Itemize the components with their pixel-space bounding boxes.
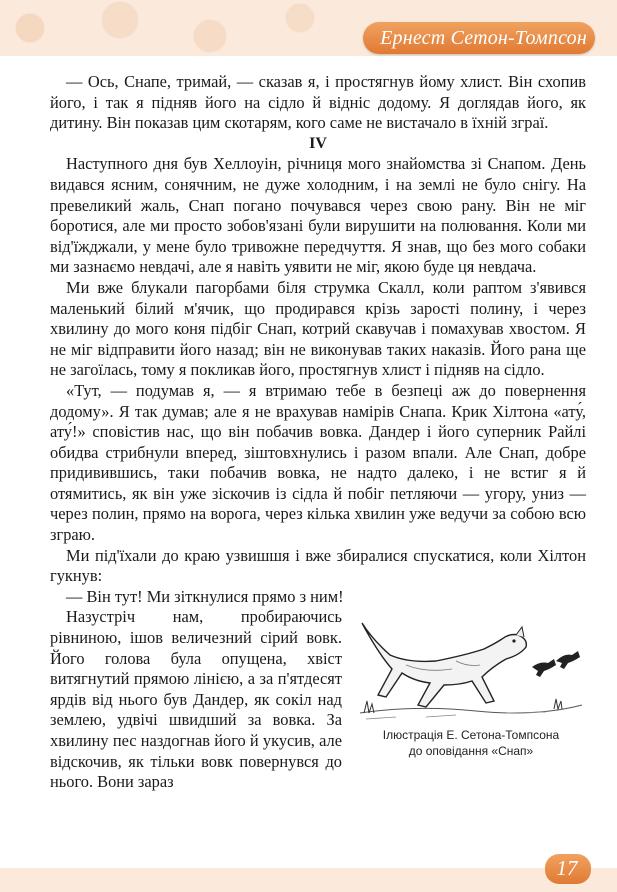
dog-chase-illustration — [356, 609, 586, 727]
caption-line-2: до оповідання «Снап» — [408, 744, 534, 759]
paragraph-1: — Ось, Снапе, тримай, — сказав я, і простягнув йому хлист. Він схопив його, і так я підняв його на сідло й відніс додому. Я доглядав його, як дитину. Він показав цим скотарям, кого саме не вистачало в їхній зграї. — [50, 72, 586, 133]
illustration-figure — [356, 609, 586, 757]
body-text — [50, 72, 586, 793]
bottom-decorative-band — [0, 868, 617, 892]
page-number: 17 — [556, 856, 578, 880]
illustrated-paragraph — [50, 607, 586, 792]
paragraph-4: «Тут, — подумав я, — я втримаю тебе в безпеці аж до повернення додому». Я так думав; але я не врахував намірів Снапа. Крик Хілтона «ату́, ату́!» сповістив нас, що він побачив вовка. Дандер і його суперник Райлі обидва стрибнули вперед, зіштовхнулись і разом впали. Але Снап, добре придивившись, таки побачив вовка, не надто далеко, і не встиг я й отямитись, як він уже зіскочив із сідла й побіг петляючи — угору, униз — через полин, прямо на ворога, через кілька хвилин уже ведучи за собою всю зграю. — [50, 380, 586, 545]
paragraph-5: Ми під'їхали до краю узвишшя і вже збиралися спускатися, коли Хілтон гукнув: — [50, 545, 586, 586]
paragraph-3: Ми вже блукали пагорбами біля струмка Скалл, коли раптом з'явився маленький білий м'ячик, що продирався крізь зарості полину, і через хвилину до мого коня підбіг Снап, котрий скавучав і помахував хвостом. Я не міг відправити його назад; він не виконував таких наказів. Його рана ще не загоїлась, тому я покликав його, простягнув хлист і підняв на сідло. — [50, 277, 586, 380]
figure-caption — [356, 727, 586, 759]
caption-line-1: Ілюстрація Е. Сетона-Томпсона — [382, 728, 560, 743]
running-header-author: Ернест Сетон-Томпсон — [380, 27, 587, 49]
paragraph-7: Назустріч нам, пробираючись рівниною, ішов величезний сірий вовк. Його голова була опущена, хвіст витягнутий прямою лінією, а за п'ятдесят ярдів від нього був Дандер, як сокіл над землею, удвічі швидший за вовка. За хвилину пес наздогнав його й укусив, але відскочив, як тільки вовк повернувся до нього. Вони зараз — [50, 607, 342, 792]
paragraph-6: — Він тут! Ми зіткнулися прямо з ним! — [66, 586, 344, 606]
section-heading: IV — [309, 134, 327, 152]
paragraph-2: Наступного дня був Хеллоуін, річниця мого знайомства зі Снапом. День видався ясним, сонячним, не дуже холодним, і на землі не було снігу. На превеликий жаль, Снап погано почувався через свою рану. Він не міг боротися, але ми просто зобов'язані були вирушити на полювання. Коли ми від'їжджали, у мене було тривожне передчуття. Я знав, що без мого собаки ми зазнаємо невдачі, але я навіть уявити не міг, якою буде ця невдача. — [50, 154, 586, 277]
